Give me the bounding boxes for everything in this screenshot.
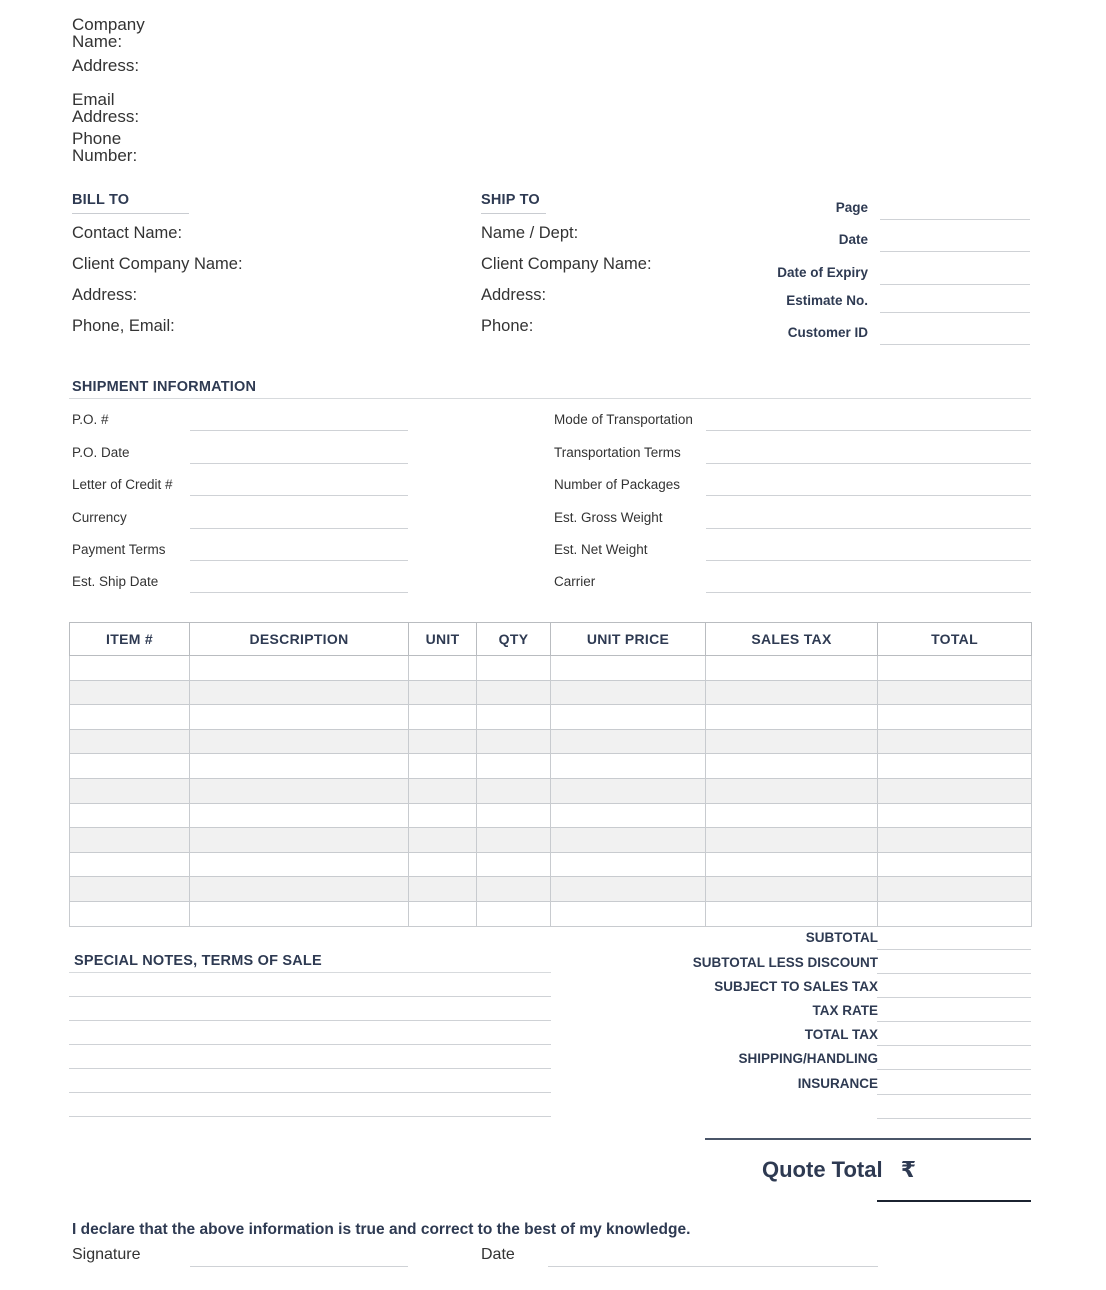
declaration-text: I declare that the above information is true and correct to the best of my knowledge. [72,1221,691,1238]
table-cell[interactable] [551,754,706,779]
table-header-row [70,623,1032,656]
special-notes-input-line-2[interactable] [69,1020,551,1021]
totals-input-subject-to-sales-tax[interactable] [877,997,1031,998]
table-cell[interactable] [190,656,409,681]
signature-date-label: Date [481,1246,515,1263]
table-cell[interactable] [70,877,190,902]
shipment-input-est-ship-date[interactable] [190,592,408,593]
special-notes-input-line-6[interactable] [69,1116,551,1117]
table-cell[interactable] [190,877,409,902]
rupee-currency-icon: ₹ [900,1158,917,1183]
table-cell[interactable] [706,778,878,803]
shipment-input-number-of-packages[interactable] [706,495,1031,496]
table-row [70,754,1032,779]
signature-input[interactable] [190,1266,408,1267]
shipment-label-po-number: P.O. # [72,412,109,427]
table-cell[interactable] [409,828,477,853]
table-cell[interactable] [409,803,477,828]
table-cell[interactable] [477,729,551,754]
table-cell[interactable] [551,729,706,754]
table-cell[interactable] [409,754,477,779]
table-cell[interactable] [878,877,1032,902]
shipment-input-transportation-terms[interactable] [706,463,1031,464]
table-cell[interactable] [477,778,551,803]
company-name-label: Company Name: [72,15,145,51]
meta-label-date: Date [838,232,868,247]
table-cell[interactable] [551,680,706,705]
table-cell[interactable] [477,828,551,853]
col-header-qty: QTY [477,623,551,656]
special-notes-heading-underline [69,972,551,973]
table-cell[interactable] [878,729,1032,754]
ship-to-address-label: Address: [481,286,547,304]
table-cell[interactable] [70,705,190,730]
table-cell[interactable] [70,828,190,853]
table-cell[interactable] [477,754,551,779]
meta-input-date[interactable] [880,251,1030,252]
bill-to-block [72,192,243,335]
table-cell[interactable] [706,754,878,779]
shipment-label-carrier: Carrier [554,574,596,589]
table-cell[interactable] [190,778,409,803]
table-cell[interactable] [190,729,409,754]
shipment-label-transportation-terms: Transportation Terms [554,445,681,460]
shipment-input-mode-of-transportation[interactable] [706,430,1031,431]
table-row [70,852,1032,877]
shipment-label-payment-terms: Payment Terms [72,542,166,557]
special-notes-input-line-5[interactable] [69,1092,551,1093]
shipment-input-po-number[interactable] [190,430,408,431]
table-cell[interactable] [551,852,706,877]
table-cell[interactable] [878,656,1032,681]
table-cell[interactable] [878,803,1032,828]
table-cell[interactable] [551,828,706,853]
table-cell[interactable] [551,901,706,926]
table-cell[interactable] [477,680,551,705]
table-row [70,705,1032,730]
table-body [70,656,1032,927]
meta-input-date-of-expiry[interactable] [880,284,1030,285]
totals-input-insurance[interactable] [877,1094,1031,1095]
signature-label: Signature [72,1246,141,1263]
totals-label-insurance: INSURANCE [797,1076,878,1091]
table-cell[interactable] [878,680,1032,705]
bill-to-address-label: Address: [72,286,138,304]
table-row [70,877,1032,902]
table-cell[interactable] [706,680,878,705]
quote-total-separator [705,1138,1031,1140]
shipment-label-po-date: P.O. Date [72,445,130,460]
table-cell[interactable] [477,705,551,730]
table-cell[interactable] [477,656,551,681]
totals-label-tax-rate: TAX RATE [812,1003,878,1018]
table-cell[interactable] [706,656,878,681]
table-cell[interactable] [551,705,706,730]
table-cell[interactable] [70,656,190,681]
table-row [70,901,1032,926]
table-cell[interactable] [190,803,409,828]
table-cell[interactable] [706,877,878,902]
table-cell[interactable] [70,729,190,754]
meta-label-estimate-no: Estimate No. [786,293,868,308]
bill-to-heading: BILL TO [72,192,130,208]
table-cell[interactable] [706,852,878,877]
bill-to-heading-underline [72,213,189,214]
table-row [70,778,1032,803]
table-cell[interactable] [878,754,1032,779]
col-header-sales-tax: SALES TAX [706,623,878,656]
meta-input-customer-id[interactable] [880,344,1030,345]
table-cell[interactable] [551,803,706,828]
table-cell[interactable] [477,877,551,902]
table-cell[interactable] [477,901,551,926]
table-cell[interactable] [190,705,409,730]
ship-to-heading: SHIP TO [481,192,540,208]
bill-to-phone-email-label: Phone, Email: [72,317,175,335]
meta-fields-block [0,0,1106,1]
table-cell[interactable] [551,778,706,803]
table-cell[interactable] [706,729,878,754]
table-cell[interactable] [878,852,1032,877]
special-notes-heading: SPECIAL NOTES, TERMS OF SALE [74,953,322,969]
company-email-label: Email Address: [72,90,140,126]
table-row [70,656,1032,681]
signature-date-input[interactable] [548,1266,878,1267]
ship-to-heading-underline [481,213,546,214]
table-cell[interactable] [409,656,477,681]
shipment-input-payment-terms[interactable] [190,560,408,561]
totals-input-subtotal-less-discount[interactable] [877,973,1031,974]
company-phone-label: Phone Number: [72,129,138,165]
shipment-label-mode-of-transportation: Mode of Transportation [554,412,693,427]
table-row [70,680,1032,705]
totals-input-tax-rate[interactable] [877,1021,1031,1022]
col-header-unit: UNIT [409,623,477,656]
col-header-description: DESCRIPTION [190,623,409,656]
table-cell[interactable] [190,901,409,926]
totals-label-shipping-handling: SHIPPING/HANDLING [738,1051,878,1066]
table-cell[interactable] [878,705,1032,730]
shipment-information-underline [69,398,1031,399]
table-cell[interactable] [477,803,551,828]
totals-input-subtotal[interactable] [877,949,1031,950]
meta-label-date-of-expiry: Date of Expiry [777,265,868,280]
table-cell[interactable] [878,778,1032,803]
table-cell[interactable] [878,901,1032,926]
table-cell[interactable] [706,803,878,828]
table-cell[interactable] [70,803,190,828]
quote-total-input[interactable] [877,1200,1031,1202]
shipment-information-heading: SHIPMENT INFORMATION [72,379,257,395]
table-cell[interactable] [190,680,409,705]
table-cell[interactable] [706,705,878,730]
table-cell[interactable] [706,901,878,926]
table-cell[interactable] [409,901,477,926]
table-cell[interactable] [70,680,190,705]
ship-to-block [481,192,652,335]
totals-label-subject-to-sales-tax: SUBJECT TO SALES TAX [714,979,878,994]
table-cell[interactable] [706,828,878,853]
table-cell[interactable] [70,754,190,779]
table-cell[interactable] [409,852,477,877]
meta-input-page[interactable] [880,219,1030,220]
totals-input-shipping-handling[interactable] [877,1069,1031,1070]
table-cell[interactable] [70,901,190,926]
table-cell[interactable] [70,778,190,803]
table-cell[interactable] [409,705,477,730]
totals-label-subtotal: SUBTOTAL [805,930,878,945]
table-cell[interactable] [190,852,409,877]
table-cell[interactable] [409,729,477,754]
meta-label-page: Page [835,200,868,215]
table-row [70,828,1032,853]
shipment-input-currency[interactable] [190,528,408,529]
shipment-input-carrier[interactable] [706,592,1031,593]
totals-label-subtotal-less-discount: SUBTOTAL LESS DISCOUNT [692,955,878,970]
shipment-input-est-net-weight[interactable] [706,560,1031,561]
table-cell[interactable] [551,656,706,681]
company-address-label: Address: [72,56,140,75]
table-cell[interactable] [190,828,409,853]
line-items-table [69,622,1032,927]
table-cell[interactable] [551,877,706,902]
table-cell[interactable] [409,680,477,705]
shipment-input-est-gross-weight[interactable] [706,528,1031,529]
special-notes-input-line-3[interactable] [69,1044,551,1045]
table-cell[interactable] [70,852,190,877]
table-cell[interactable] [409,778,477,803]
table-cell[interactable] [477,852,551,877]
shipment-label-currency: Currency [72,510,127,525]
special-notes-input-line-4[interactable] [69,1068,551,1069]
shipment-label-est-net-weight: Est. Net Weight [554,542,648,557]
special-notes-input-line-1[interactable] [69,996,551,997]
table-cell[interactable] [409,877,477,902]
ship-to-phone-label: Phone: [481,317,534,335]
col-header-unit-price: UNIT PRICE [551,623,706,656]
shipment-label-letter-of-credit: Letter of Credit # [72,477,173,492]
totals-input-total-tax[interactable] [877,1045,1031,1046]
table-row [70,803,1032,828]
quote-total-label: Quote Total [762,1157,883,1182]
col-header-total: TOTAL [878,623,1032,656]
totals-label-total-tax: TOTAL TAX [804,1027,878,1042]
table-cell[interactable] [190,754,409,779]
shipment-input-po-date[interactable] [190,463,408,464]
bill-to-company-label: Client Company Name: [72,255,243,273]
shipment-label-est-gross-weight: Est. Gross Weight [554,510,663,525]
meta-input-estimate-no[interactable] [880,312,1030,313]
ship-to-company-label: Client Company Name: [481,255,652,273]
col-header-item-number: ITEM # [70,623,190,656]
shipment-input-letter-of-credit[interactable] [190,495,408,496]
ship-to-name-dept-label: Name / Dept: [481,224,579,242]
shipment-label-number-of-packages: Number of Packages [554,477,681,492]
table-row [70,729,1032,754]
meta-label-customer-id: Customer ID [787,325,868,340]
bill-to-contact-name-label: Contact Name: [72,224,183,242]
totals-input-extra[interactable] [877,1118,1031,1119]
table-cell[interactable] [878,828,1032,853]
quote-total-row [762,1157,916,1183]
shipment-label-est-ship-date: Est. Ship Date [72,574,159,589]
